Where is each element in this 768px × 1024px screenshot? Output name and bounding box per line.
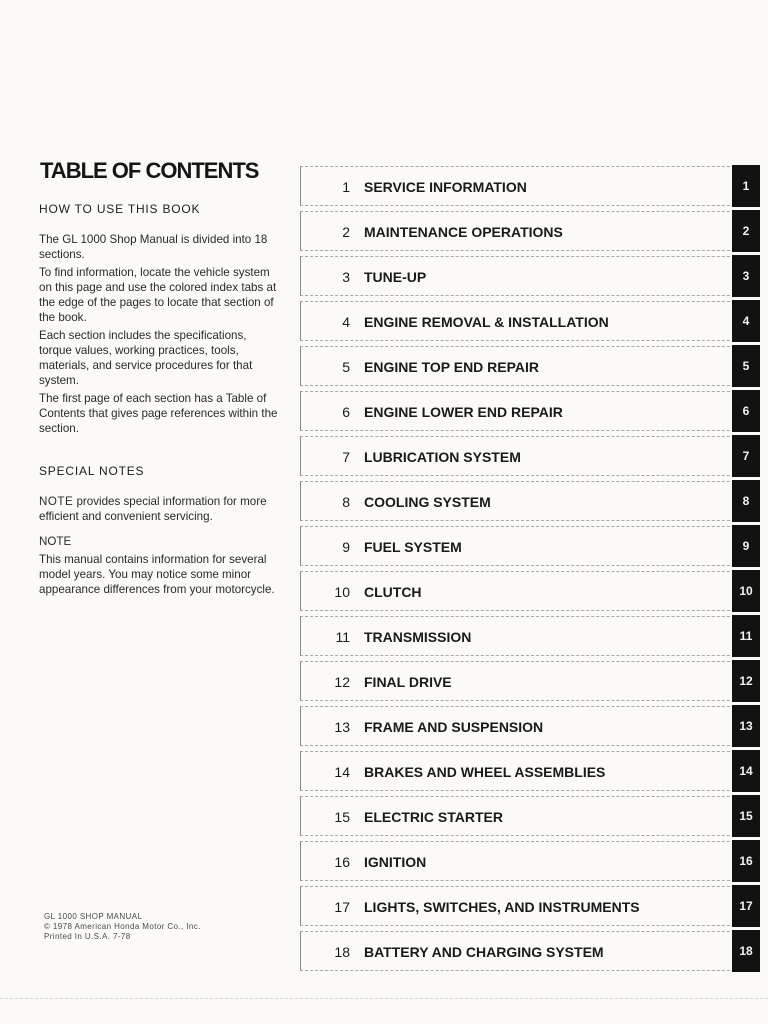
- index-tab-3[interactable]: 3: [732, 255, 760, 297]
- section-number: 1: [342, 179, 350, 195]
- section-label: FINAL DRIVE: [364, 674, 452, 690]
- section-number: 2: [342, 224, 350, 240]
- section-row-8[interactable]: [300, 481, 760, 521]
- how-paragraph-2: To find information, locate the vehicle system on this page and use the colored index tabs at the edge of the pages to locate that section of the book.: [39, 266, 277, 324]
- index-tab-4[interactable]: 4: [732, 300, 760, 342]
- special-notes-heading: SPECIAL NOTES: [39, 464, 145, 478]
- section-label: MAINTENANCE OPERATIONS: [364, 224, 563, 240]
- section-row-10[interactable]: [300, 571, 760, 611]
- section-label: ELECTRIC STARTER: [364, 809, 503, 825]
- index-tab-16[interactable]: 16: [732, 840, 760, 882]
- index-tab-6[interactable]: 6: [732, 390, 760, 432]
- section-number: 3: [342, 269, 350, 285]
- index-tab-17[interactable]: 17: [732, 885, 760, 927]
- section-number: 8: [342, 494, 350, 510]
- section-row-13[interactable]: [300, 706, 760, 746]
- section-row-9[interactable]: [300, 526, 760, 566]
- section-row-1[interactable]: [300, 166, 760, 206]
- section-row-12[interactable]: [300, 661, 760, 701]
- section-row-15[interactable]: [300, 796, 760, 836]
- section-label: ENGINE LOWER END REPAIR: [364, 404, 563, 420]
- index-tab-2[interactable]: 2: [732, 210, 760, 252]
- section-label: LUBRICATION SYSTEM: [364, 449, 521, 465]
- note2-text: This manual contains information for several model years. You may notice some minor appearance differences from your motorcycle.: [39, 553, 275, 596]
- index-tab-14[interactable]: 14: [732, 750, 760, 792]
- index-tab-10[interactable]: 10: [732, 570, 760, 612]
- footer-copyright: © 1978 American Honda Motor Co., Inc.: [44, 922, 201, 931]
- section-row-14[interactable]: [300, 751, 760, 791]
- section-label: TRANSMISSION: [364, 629, 472, 645]
- section-number: 9: [342, 539, 350, 555]
- note-label: NOTE: [39, 495, 74, 508]
- how-to-use-heading: HOW TO USE THIS BOOK: [39, 202, 201, 216]
- section-label: FUEL SYSTEM: [364, 539, 462, 555]
- section-number: 17: [334, 899, 350, 915]
- section-number: 6: [342, 404, 350, 420]
- index-tab-5[interactable]: 5: [732, 345, 760, 387]
- how-paragraph-3: Each section includes the specifications, torque values, working practices, tools, materials, and service procedures for that system.: [39, 329, 253, 387]
- page-edge-line: [0, 998, 768, 999]
- section-index: [300, 166, 760, 976]
- section-label: ENGINE TOP END REPAIR: [364, 359, 540, 375]
- footer-printed: Printed In U.S.A. 7-78: [44, 932, 131, 941]
- index-tab-1[interactable]: 1: [732, 165, 760, 207]
- section-number: 14: [334, 764, 350, 780]
- copyright-footer: [44, 912, 201, 942]
- section-label: LIGHTS, SWITCHES, AND INSTRUMENTS: [364, 899, 640, 915]
- section-number: 11: [335, 629, 350, 645]
- section-row-4[interactable]: [300, 301, 760, 341]
- index-tab-12[interactable]: 12: [732, 660, 760, 702]
- section-number: 18: [334, 944, 350, 960]
- note-text: provides special information for more efficient and convenient servicing.: [39, 495, 267, 523]
- section-row-7[interactable]: [300, 436, 760, 476]
- section-number: 13: [334, 719, 350, 735]
- section-label: TUNE-UP: [364, 269, 427, 285]
- section-row-11[interactable]: [300, 616, 760, 656]
- section-label: COOLING SYSTEM: [364, 494, 491, 510]
- intro-column: [38, 158, 278, 600]
- section-label: SERVICE INFORMATION: [364, 179, 527, 195]
- index-tab-15[interactable]: 15: [732, 795, 760, 837]
- note2-label: NOTE: [39, 535, 72, 548]
- section-row-6[interactable]: [300, 391, 760, 431]
- section-row-5[interactable]: [300, 346, 760, 386]
- section-number: 10: [334, 584, 350, 600]
- section-number: 5: [342, 359, 350, 375]
- section-row-16[interactable]: [300, 841, 760, 881]
- section-number: 7: [342, 449, 350, 465]
- section-number: 15: [334, 809, 350, 825]
- section-row-3[interactable]: [300, 256, 760, 296]
- index-tab-18[interactable]: 18: [732, 930, 760, 972]
- section-number: 4: [342, 314, 350, 330]
- section-row-2[interactable]: [300, 211, 760, 251]
- section-label: IGNITION: [364, 854, 427, 870]
- note-paragraph: [39, 494, 278, 524]
- section-label: CLUTCH: [364, 584, 422, 600]
- index-tab-7[interactable]: 7: [732, 435, 760, 477]
- section-number: 16: [334, 854, 350, 870]
- index-tab-9[interactable]: 9: [732, 525, 760, 567]
- index-tab-8[interactable]: 8: [732, 480, 760, 522]
- section-label: FRAME AND SUSPENSION: [364, 719, 544, 735]
- index-tab-11[interactable]: 11: [732, 615, 760, 657]
- section-label: BATTERY AND CHARGING SYSTEM: [364, 944, 604, 960]
- section-row-18[interactable]: [300, 931, 760, 971]
- how-paragraph-4: The first page of each section has a Table of Contents that gives page references within the section.: [39, 392, 278, 435]
- footer-manual-name: GL 1000 SHOP MANUAL: [44, 912, 143, 921]
- section-label: BRAKES AND WHEEL ASSEMBLIES: [364, 764, 606, 780]
- section-label: ENGINE REMOVAL & INSTALLATION: [364, 314, 609, 330]
- index-tab-13[interactable]: 13: [732, 705, 760, 747]
- page-title: TABLE OF CONTENTS: [40, 158, 259, 183]
- how-paragraph-1: The GL 1000 Shop Manual is divided into 18 sections.: [39, 233, 268, 261]
- section-number: 12: [334, 674, 350, 690]
- section-row-17[interactable]: [300, 886, 760, 926]
